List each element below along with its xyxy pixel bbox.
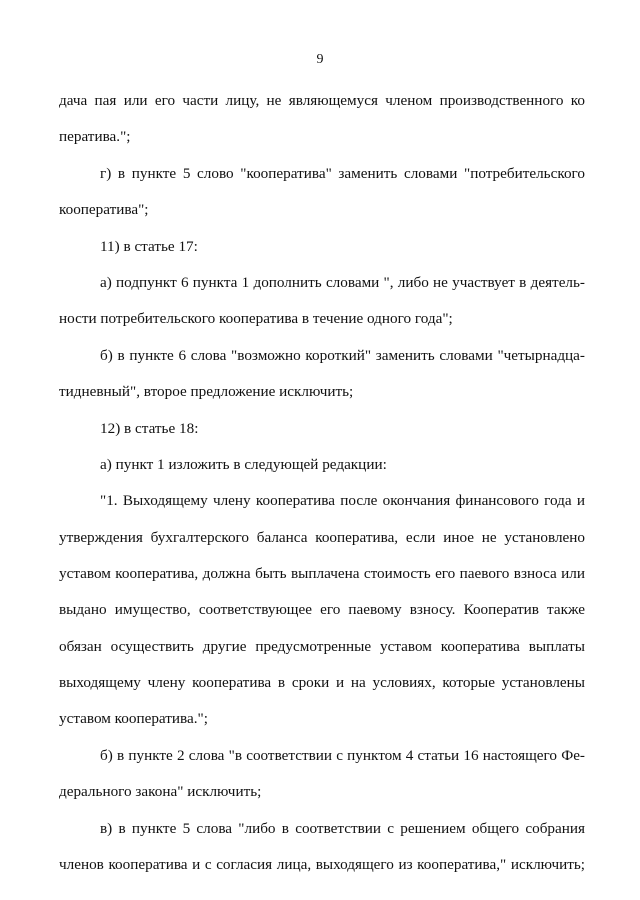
text-line: тидневный", второе предложение исключить; (59, 383, 354, 400)
text-line: дача пая или его части лицу, не являющемуся членом производственного ко (59, 92, 585, 109)
text-line: уставом кооператива, должна быть выплачена стоимость его паевого взноса или (59, 565, 585, 582)
text-line: ности потребительского кооператива в течение одного года"; (59, 310, 453, 327)
text-line: уставом кооператива."; (59, 710, 208, 727)
text-line: в) в пункте 5 слова "либо в соответствии с решением общего собрания (100, 820, 585, 837)
page-number: 9 (316, 52, 324, 67)
text-line: 12) в статье 18: (100, 420, 199, 437)
text-line: а) подпункт 6 пункта 1 дополнить словами ", либо не участвует в деятель- (100, 274, 585, 291)
text-line: членов кооператива и с согласия лица, выходящего из кооператива," исключить; (59, 856, 585, 873)
text-line: обязан осуществить другие предусмотренные уставом кооператива выплаты (59, 638, 585, 655)
text-line: 11) в статье 17: (100, 238, 198, 255)
text-line: а) пункт 1 изложить в следующей редакции: (100, 456, 387, 473)
text-line: дерального закона" исключить; (59, 783, 262, 800)
text-line: ператива."; (59, 128, 131, 145)
text-line: выдано имущество, соответствующее его паевому взносу. Кооператив также (59, 601, 585, 618)
text-line: утверждения бухгалтерского баланса кооператива, если иное не установлено (59, 529, 585, 546)
text-line: б) в пункте 6 слова "возможно короткий" заменить словами "четырнадца- (100, 347, 585, 364)
text-line: г) в пункте 5 слово "кооператива" заменить словами "потребительского (100, 165, 585, 182)
text-line: б) в пункте 2 слова "в соответствии с пунктом 4 статьи 16 настоящего Фе- (100, 747, 585, 764)
text-line: выходящему члену кооператива в сроки и на условиях, которые установлены (59, 674, 585, 691)
text-line: "1. Выходящему члену кооператива после окончания финансового года и (100, 492, 585, 509)
text-line: кооператива"; (59, 201, 149, 218)
